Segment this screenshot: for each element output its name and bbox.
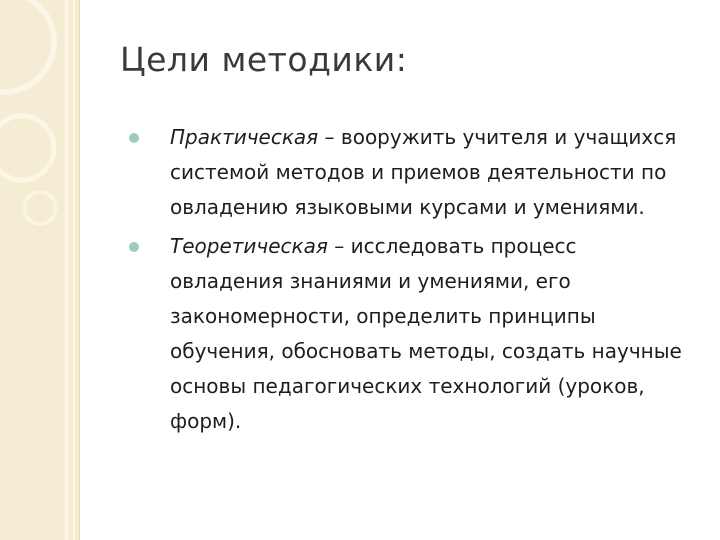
- slide-title: Цели методики:: [120, 40, 408, 79]
- bullet-term: Теоретическая: [170, 234, 328, 258]
- decorative-circles-icon: [0, 0, 80, 260]
- bullet-list: [128, 120, 688, 443]
- bullet-text: [170, 120, 688, 225]
- bullet-text: [170, 229, 688, 439]
- bullet-description: – вооружить учителя и учащихся системой методов и приемов деятельности по овладению языковыми курсами и умениями.: [170, 125, 677, 219]
- bullet-term: Практическая: [170, 125, 319, 149]
- decorative-side-panel: [0, 0, 80, 540]
- bullet-item: [128, 229, 688, 439]
- bullet-item: [128, 120, 688, 225]
- bullet-description: – исследовать процесс овладения знаниями и умениями, его закономерности, определить принципы обучения, обосновать методы, создать научные основы педагогических технологий (уроков, форм).: [170, 234, 682, 433]
- bullet-dot-icon: [129, 133, 139, 143]
- bullet-dot-icon: [129, 242, 139, 252]
